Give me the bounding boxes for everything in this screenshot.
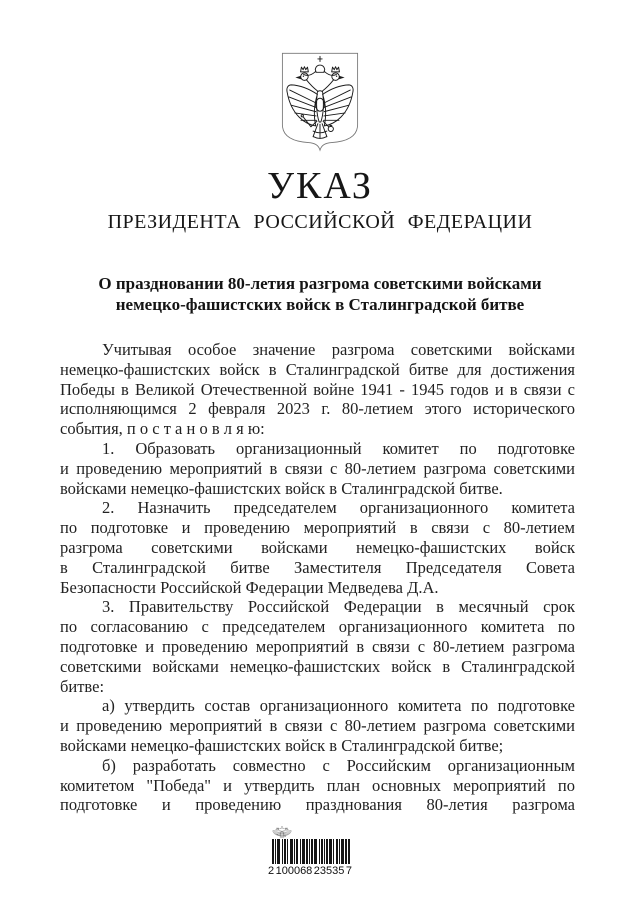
document-body [60,340,575,815]
body-line: исполняющимся 2 февраля 2023 г. 80-летием этого исторического [60,399,575,419]
body-line: войсками немецко-фашистских войск в Сталинградской битве. [60,478,503,498]
decree-title [80,273,560,315]
body-line: 2. Назначить председателем организационного комитета [102,498,575,518]
barcode-digits [267,865,353,877]
barcode-digit-group: 2 [268,865,275,877]
body-line: 1. Образовать организационный комитет по подготовке [102,438,575,458]
body-line: подготовке и проведению празднования 80-летия разгрома [60,795,575,815]
body-line: войсками немецко-фашистских войск в Сталинградской битве; [60,735,504,755]
barcode-bars [272,839,353,864]
barcode-bar [348,839,350,864]
body-line: в Сталинградской битве Заместителя Председателя Совета [60,557,575,577]
document-type-heading: УКАЗ [267,165,373,207]
coat-of-arms-icon [281,52,359,154]
body-line: разгрома советскими войсками немецко-фашистских войск [60,537,575,557]
barcode-digit-group: 100068 [275,865,313,877]
body-line: по подготовке и проведению мероприятий в связи с 80-летием [60,518,575,538]
body-line: по согласованию с председателем организационного комитета по [60,617,575,637]
decree-title-line: О праздновании 80-летия разгрома советскими войсками [98,274,542,293]
barcode-digit-group: 23535 [313,865,345,877]
body-line: 3. Правительству Российской Федерации в месячный срок [102,597,575,617]
barcode-block [267,826,353,877]
body-line: битве: [60,676,105,696]
body-line: события, п о с т а н о в л я ю: [60,419,265,439]
mini-eagle-icon [271,826,293,838]
body-line: Учитывая особое значение разгрома советскими войсками [102,340,575,359]
body-line: и проведению мероприятий в связи с 80-летием разгрома советскими [60,716,575,736]
body-line: Победы в Великой Отечественной войне 1941 - 1945 годов и в связи с [60,379,575,399]
body-line: немецко-фашистских войск в Сталинградской битве для достижения [60,359,575,379]
body-line: Безопасности Российской Федерации Медведева Д.А. [60,577,439,597]
body-line: подготовке и проведению мероприятий в связи с 80-летием разгрома [60,636,575,656]
barcode-digit-group: 7 [345,865,352,877]
body-line: а) утвердить состав организационного комитета по подготовке [102,696,575,716]
body-line: советскими войсками немецко-фашистских войск в Сталинградской [60,656,575,676]
decree-title-line: немецко-фашистских войск в Сталинградской битве [115,295,525,314]
body-line: и проведению мероприятий в связи с 80-летием разгрома советскими [60,458,575,478]
body-line: комитетом "Победа" и утвердить план основных мероприятий по [60,775,575,795]
issuer-heading: ПРЕЗИДЕНТА РОССИЙСКОЙ ФЕДЕРАЦИИ [107,211,533,233]
body-line: б) разработать совместно с Российским организационным [102,755,575,775]
